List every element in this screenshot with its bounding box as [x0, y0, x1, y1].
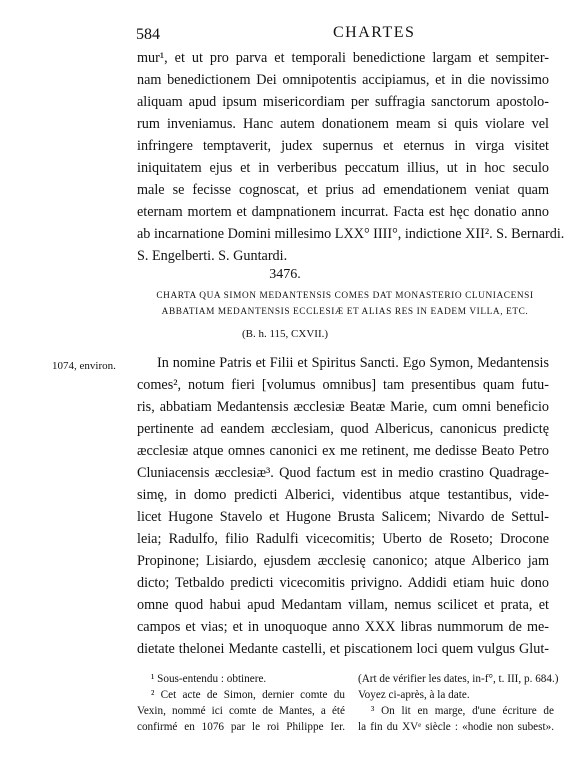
footnote-line: ² Cet acte de Simon, dernier comte du — [151, 689, 345, 701]
text-line: eternam mortem et dampnationem incurrat. Facta est hęc donatio anno — [137, 204, 549, 220]
text-line: dietate thelonei Medante castelli, et piscationem loci quem vulgus Glut- — [137, 641, 549, 657]
text-line: leia; Radulfo, filio Radulfi vicecomitis; Uberto de Roseto; Drocone — [137, 531, 549, 547]
text-line: In nomine Patris et Filii et Spiritus Sancti. Ego Symon, Medantensis — [157, 355, 549, 371]
text-line: licet Hugone Stavelo et Hugone Brusta Salicem; Nivardo de Settul- — [137, 509, 549, 525]
footnote-line: confirmé en 1076 par le roi Philippe Ier. — [137, 721, 345, 733]
text-line: S. Engelberti. S. Guntardi. — [137, 248, 288, 264]
text-line: dicto; Tetbaldo predicti vicecomitis privigno. Addidi etiam huic dono — [137, 575, 549, 591]
text-line: infringere temptaverit, judex supernus et eternus in virga visitet — [137, 138, 549, 154]
text-line: ris, abbatiam Medantensis æcclesiæ Beatæ Marie, cum omni beneficio — [137, 399, 549, 415]
footnote-line: la fin du XVᵉ siècle : «hodie non subest». — [358, 721, 554, 733]
caption-line: ABBATIAM MEDANTENSIS ECCLESIÆ ET ALIAS RES IN EADEM VILLA, ETC. — [161, 307, 529, 317]
text-line: ab incarnatione Domini millesimo LXX° IIII°, indictione XII². S. Bernardi. — [137, 226, 565, 242]
text-line: iniquitatem ejus et in verberibus peccatum illius, ut in hoc seculo — [137, 160, 549, 176]
text-line: Cluniacensis æcclesiæ³. Quod factum est in medio crastino Quadrage- — [137, 465, 549, 481]
text-line: simę, in domo predicti Alberici, videntibus atque testantibus, vide- — [137, 487, 549, 503]
text-line: omne quod habui apud Medantam villam, nemus scilicet et prata, et — [137, 597, 549, 613]
text-line: mur¹, et ut pro parva et temporali benedictione largam et sempiter- — [137, 50, 549, 66]
text-line: Propinone; Lisiardo, ejusdem æcclesię canonico; atque Alberico jam — [137, 553, 549, 569]
page-number: 584 — [136, 26, 160, 43]
running-title: CHARTES — [333, 24, 416, 41]
text-line: aliquam apud ipsum misericordiam per suffragia sanctorum apostolo- — [137, 94, 549, 110]
source-reference: (B. h. 115, CXVII.) — [241, 328, 329, 340]
caption-line: CHARTA QUA SIMON MEDANTENSIS COMES DAT MONASTERIO CLUNIACENSI — [156, 291, 534, 301]
footnote-line: (Art de vérifier les dates, in-f°, t. III, p. 684.) — [358, 673, 559, 685]
footnote-line: ¹ Sous-entendu : obtinere. — [151, 673, 267, 685]
text-line: æcclesiæ atque omnes canonici ex me retinent, me dedisse Beato Petro — [137, 443, 549, 459]
footnote-line: ³ On lit en marge, d'une écriture de — [371, 705, 554, 717]
footnote-line: Vexin, nommé ici comte de Mantes, a été — [137, 705, 345, 717]
margin-date: 1074, environ. — [52, 360, 116, 372]
document-number: 3476. — [269, 267, 301, 282]
text-line: pertinente ad eandem æcclesiam, quod Albericus, canonicus predictę — [137, 421, 549, 437]
text-line: campos et vias; et in unoquoque anno XXX libras nummorum de me- — [137, 619, 549, 635]
text-line: male se fecisse cognoscat, et prius ad emendationem veniat quam — [137, 182, 549, 198]
text-line: comes², notum fieri [volumus omnibus] tam presentibus quam futu- — [137, 377, 549, 393]
footnote-line: Voyez ci-après, à la date. — [358, 689, 470, 701]
text-line: rum inveniamus. Hanc autem donationem meam si quis violare vel — [137, 116, 549, 132]
text-line: nam benedictionem Dei omnipotentis accipiamus, et in die novissimo — [137, 72, 549, 88]
